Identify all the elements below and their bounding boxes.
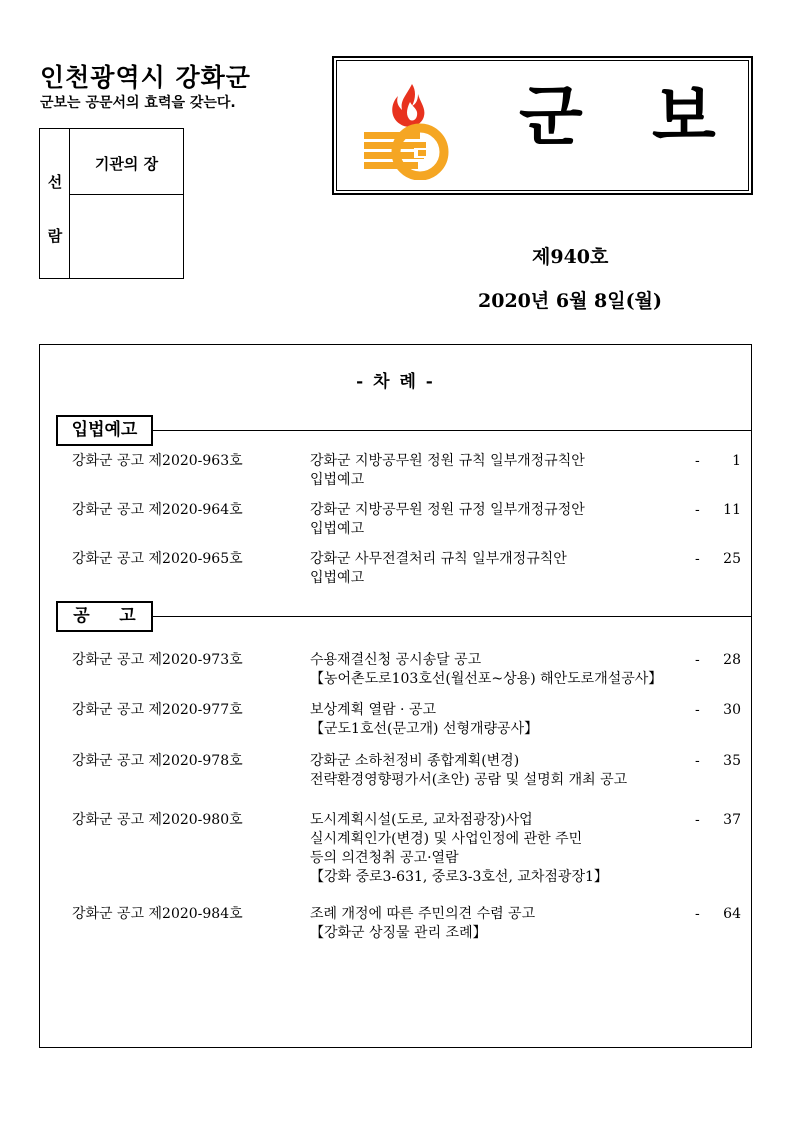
entry-number: 강화군 공고 제2020-965호: [72, 551, 243, 567]
entry-dash: -: [695, 551, 700, 567]
entry-page: 11: [723, 502, 741, 518]
entry-number: 강화군 공고 제2020-984호: [72, 906, 243, 922]
entry-desc-line: 입법예고: [310, 472, 365, 488]
entry-dash: -: [695, 753, 700, 769]
entry-dash: -: [695, 906, 700, 922]
entry-desc-line: 전략환경영향평가서(초안) 공람 및 설명회 개최 공고: [310, 772, 628, 788]
entry-desc-line: 도시계획시설(도로, 교차점광장)사업: [310, 812, 533, 828]
entry-description: [310, 701, 705, 739]
entry-description: [310, 752, 705, 790]
entry-desc-line: 【강화 중로3-631, 중로3-3호선, 교차점광장1】: [310, 869, 608, 885]
entry-desc-line: 입법예고: [310, 570, 365, 586]
entry-dash: -: [695, 453, 700, 469]
section-rule: [153, 616, 751, 617]
masthead-char-2: 보: [652, 78, 716, 155]
table-of-contents: [39, 344, 752, 1048]
approval-box: [39, 128, 184, 279]
entry-desc-line: 실시계획인가(변경) 및 사업인정에 관한 주민: [310, 831, 583, 847]
entry-description: [310, 811, 705, 887]
entry-page: 37: [723, 812, 741, 828]
issue-number: 제940호: [532, 246, 609, 268]
entry-desc-line: 【강화군 상징물 관리 조례】: [310, 925, 487, 941]
approval-label-char-2: 람: [47, 227, 63, 245]
org-name: 인천광역시 강화군: [40, 63, 251, 92]
entry-number: 강화군 공고 제2020-977호: [72, 702, 243, 718]
entry-description: [310, 501, 705, 539]
entry-desc-line: 수용재결신청 공시송달 공고: [310, 652, 482, 668]
section-label-legislative-notice: 입법예고: [56, 415, 153, 446]
entry-desc-line: 보상계획 열람 · 공고: [310, 702, 436, 718]
masthead-box: [332, 56, 753, 195]
entry-desc-line: 【농어촌도로103호선(월선포~상용) 해안도로개설공사】: [310, 671, 663, 687]
entry-number: 강화군 공고 제2020-973호: [72, 652, 243, 668]
approval-label-column: [40, 129, 70, 278]
gangwha-emblem-icon: [360, 80, 450, 180]
entry-page: 28: [723, 652, 741, 668]
entry-desc-line: 강화군 지방공무원 정원 규칙 일부개정규칙안: [310, 453, 585, 469]
entry-number: 강화군 공고 제2020-978호: [72, 753, 243, 769]
entry-dash: -: [695, 652, 700, 668]
entry-desc-line: 강화군 소하천정비 종합계획(변경): [310, 753, 520, 769]
entry-desc-line: 입법예고: [310, 521, 365, 537]
entry-number: 강화군 공고 제2020-980호: [72, 812, 243, 828]
entry-page: 30: [723, 702, 741, 718]
entry-description: [310, 452, 705, 490]
entry-number: 강화군 공고 제2020-964호: [72, 502, 243, 518]
toc-title: - 차 례 -: [356, 372, 435, 392]
entry-desc-line: 강화군 사무전결처리 규칙 일부개정규칙안: [310, 551, 567, 567]
entry-desc-line: 강화군 지방공무원 정원 규정 일부개정규정안: [310, 502, 585, 518]
entry-dash: -: [695, 812, 700, 828]
entry-page: 1: [732, 453, 741, 469]
entry-description: [310, 550, 705, 588]
entry-page: 25: [723, 551, 741, 567]
entry-desc-line: 【군도1호선(문고개) 선형개량공사】: [310, 721, 539, 737]
org-subtitle: 군보는 공문서의 효력을 갖는다.: [40, 95, 236, 111]
entry-number: 강화군 공고 제2020-963호: [72, 453, 243, 469]
section-rule: [153, 430, 751, 431]
entry-desc-line: 조례 개정에 따른 주민의견 수렴 공고: [310, 906, 536, 922]
entry-dash: -: [695, 702, 700, 718]
section-label-public-notice: 공 고: [56, 601, 153, 632]
entry-description: [310, 651, 705, 689]
issue-date: 2020년 6월 8일(월): [478, 290, 662, 312]
masthead-char-1: 군: [519, 78, 583, 155]
approval-head-cell: 기관의 장: [70, 129, 183, 195]
approval-label-char-1: 선: [47, 173, 63, 191]
entry-page: 64: [723, 906, 741, 922]
entry-description: [310, 905, 705, 943]
entry-dash: -: [695, 502, 700, 518]
entry-page: 35: [723, 753, 741, 769]
entry-desc-line: 등의 의견청취 공고·열람: [310, 850, 459, 866]
